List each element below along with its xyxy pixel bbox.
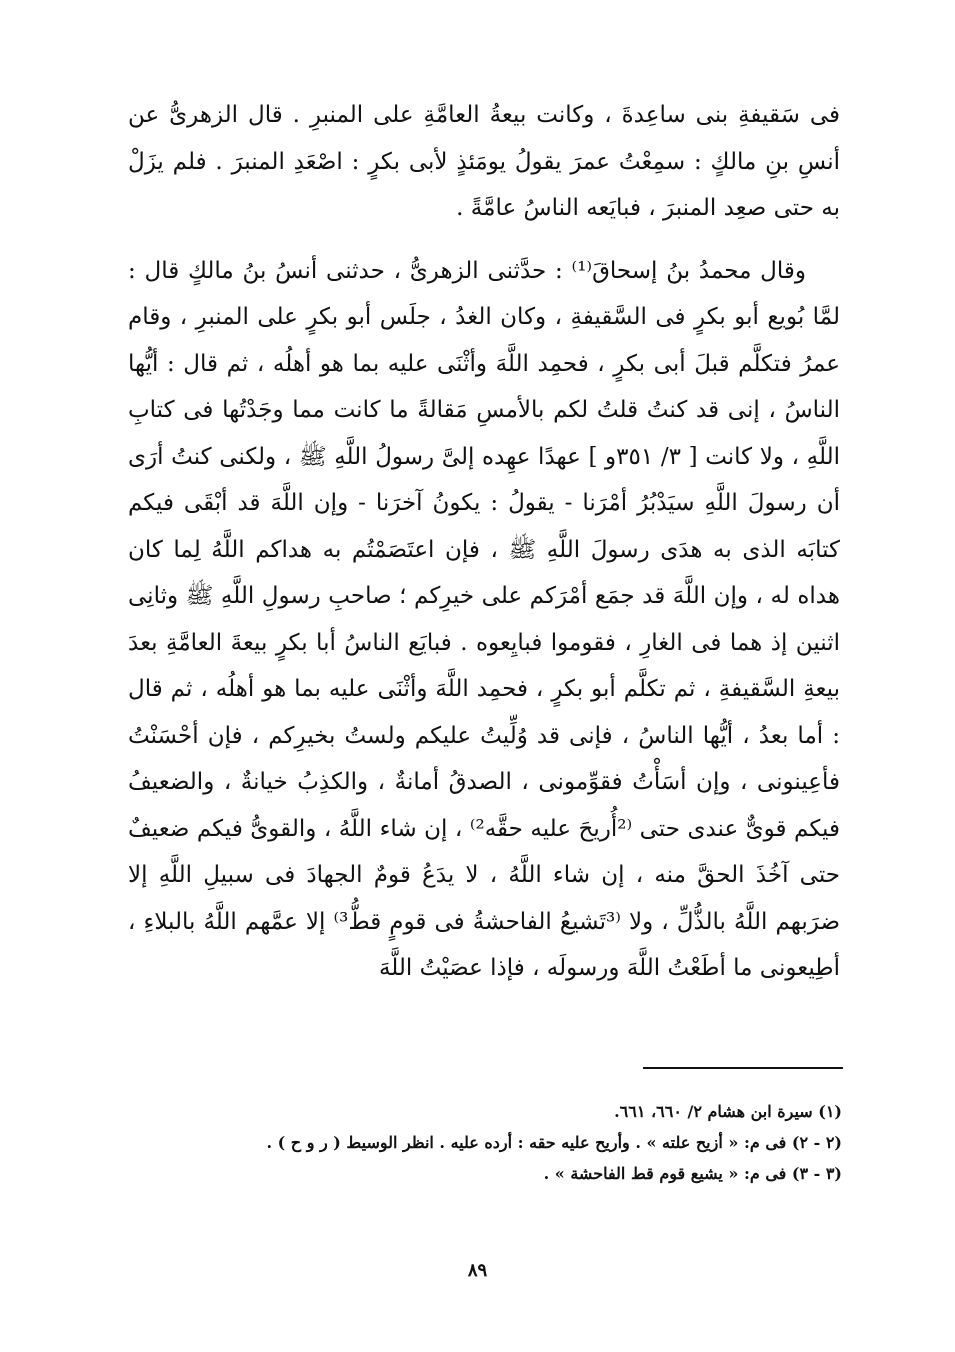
footnote-2: (٢ - ٢) فى م: « أزيح علته » . وأريح عليه حقه : أرده عليه . انظر الوسيط ( ر و ح ) . <box>266 1133 842 1152</box>
main-text <box>128 92 840 992</box>
paragraph-2: وقال محمدُ بنُ إسحاقَ⁽¹⁾ : حدَّثنى الزهرىُّ ، حدثنى أنسُ بنُ مالكٍ قال : لمَّا بُويع أبو بكرٍ فى السَّقيفةِ ، وكان الغدُ ، جلَس أبو بكرٍ على المنبرِ ، وقام عمرُ فتكلَّم قبلَ أبى بكرٍ ، فحمِد اللَّهَ وأثْنَى عليه بما هو أهلُه ، ثم قال : أيُّها الناسُ ، إنى قد كنتُ قلتُ لكم بالأمسِ مَقالةً ما كانت مما وجَدْتُها فى كتابِ اللَّهِ ، ولا كانت [ ٣/ ٣٥١و ] عهدًا عهِده إلىَّ رسولُ اللَّهِ ﷺ ، ولكنى كنتُ أرَى أن رسولَ اللَّهِ سيَدْبُرُ أمْرَنا - يقولُ : يكونُ آخرَنا - وإن اللَّهَ قد أبْقَى فيكم كتابَه الذى به هدَى رسولَ اللَّهِ ﷺ ، فإن اعتَصَمْتُم به هداكم اللَّهُ لِما كان هداه له ، وإن اللَّهَ قد جمَع أمْرَكم على خيرِكم ؛ صاحبِ رسولِ اللَّهِ ﷺ وثانِى اثنين إذ هما فى الغارِ ، فقوموا فبايِعوه . فبايَع الناسُ أبا بكرٍ بيعةَ العامَّةِ بعدَ بيعةِ السَّقيفةِ ، ثم تكلَّم أبو بكرٍ ، فحمِد اللَّهَ وأثْنَى عليه بما هو أهلُه ، ثم قال : أما بعدُ ، أيُّها الناسُ ، فإنى قد وُلِّيتُ عليكم ولستُ بخيرِكم ، فإن أحْسَنْتُ فأعِينونى ، وإن أسَأْتُ فقوِّمونى ، الصدقُ أمانةٌ ، والكذِبُ خيانةٌ ، والضعيفُ فيكم قوىٌّ عندى حتى ⁽²أُريحَ عليه حقَّه²⁾ ، إن شاء اللَّهُ ، والقوىُّ فيكم ضعيفٌ حتى آخُذَ الحقَّ منه ، إن شاء اللَّهُ ، لا يدَعُ قومٌ الجهادَ فى سبيلِ اللَّهِ إلا ضرَبهم اللَّهُ بالذُّلِّ ، ولا ⁽³تَشيعُ الفاحشةُ فى قومٍ قطُّ³⁾ إلا عمَّهم اللَّهُ بالبلاءِ ، أطِيعونى ما أطَعْتُ اللَّهَ ورسولَه ، فإذا عصَيْتُ اللَّهَ <box>128 257 840 981</box>
footnote-1: (١) سيرة ابن هشام ٢/ ٦٦٠، ٦٦١. <box>614 1102 842 1121</box>
footnote-separator <box>643 1067 843 1069</box>
footnote-3: (٣ - ٣) فى م: « يشيع قوم قط الفاحشة » . <box>543 1164 842 1183</box>
paragraph-1: فى سَقيفةِ بنى ساعِدةَ ، وكانت بيعةُ العامَّةِ على المنبرِ . قال الزهرىُّ عن أنسِ بنِ مالكٍ : سمِعْتُ عمرَ يقولُ يومَئذٍ لأبى بكرٍ : اصْعَدِ المنبرَ . فلم يزَلْ به حتى صعِد المنبرَ ، فبايَعه الناسُ عامَّةً . <box>128 102 840 221</box>
page-number: ٨٩ <box>467 1260 488 1281</box>
footnotes <box>142 1096 842 1189</box>
